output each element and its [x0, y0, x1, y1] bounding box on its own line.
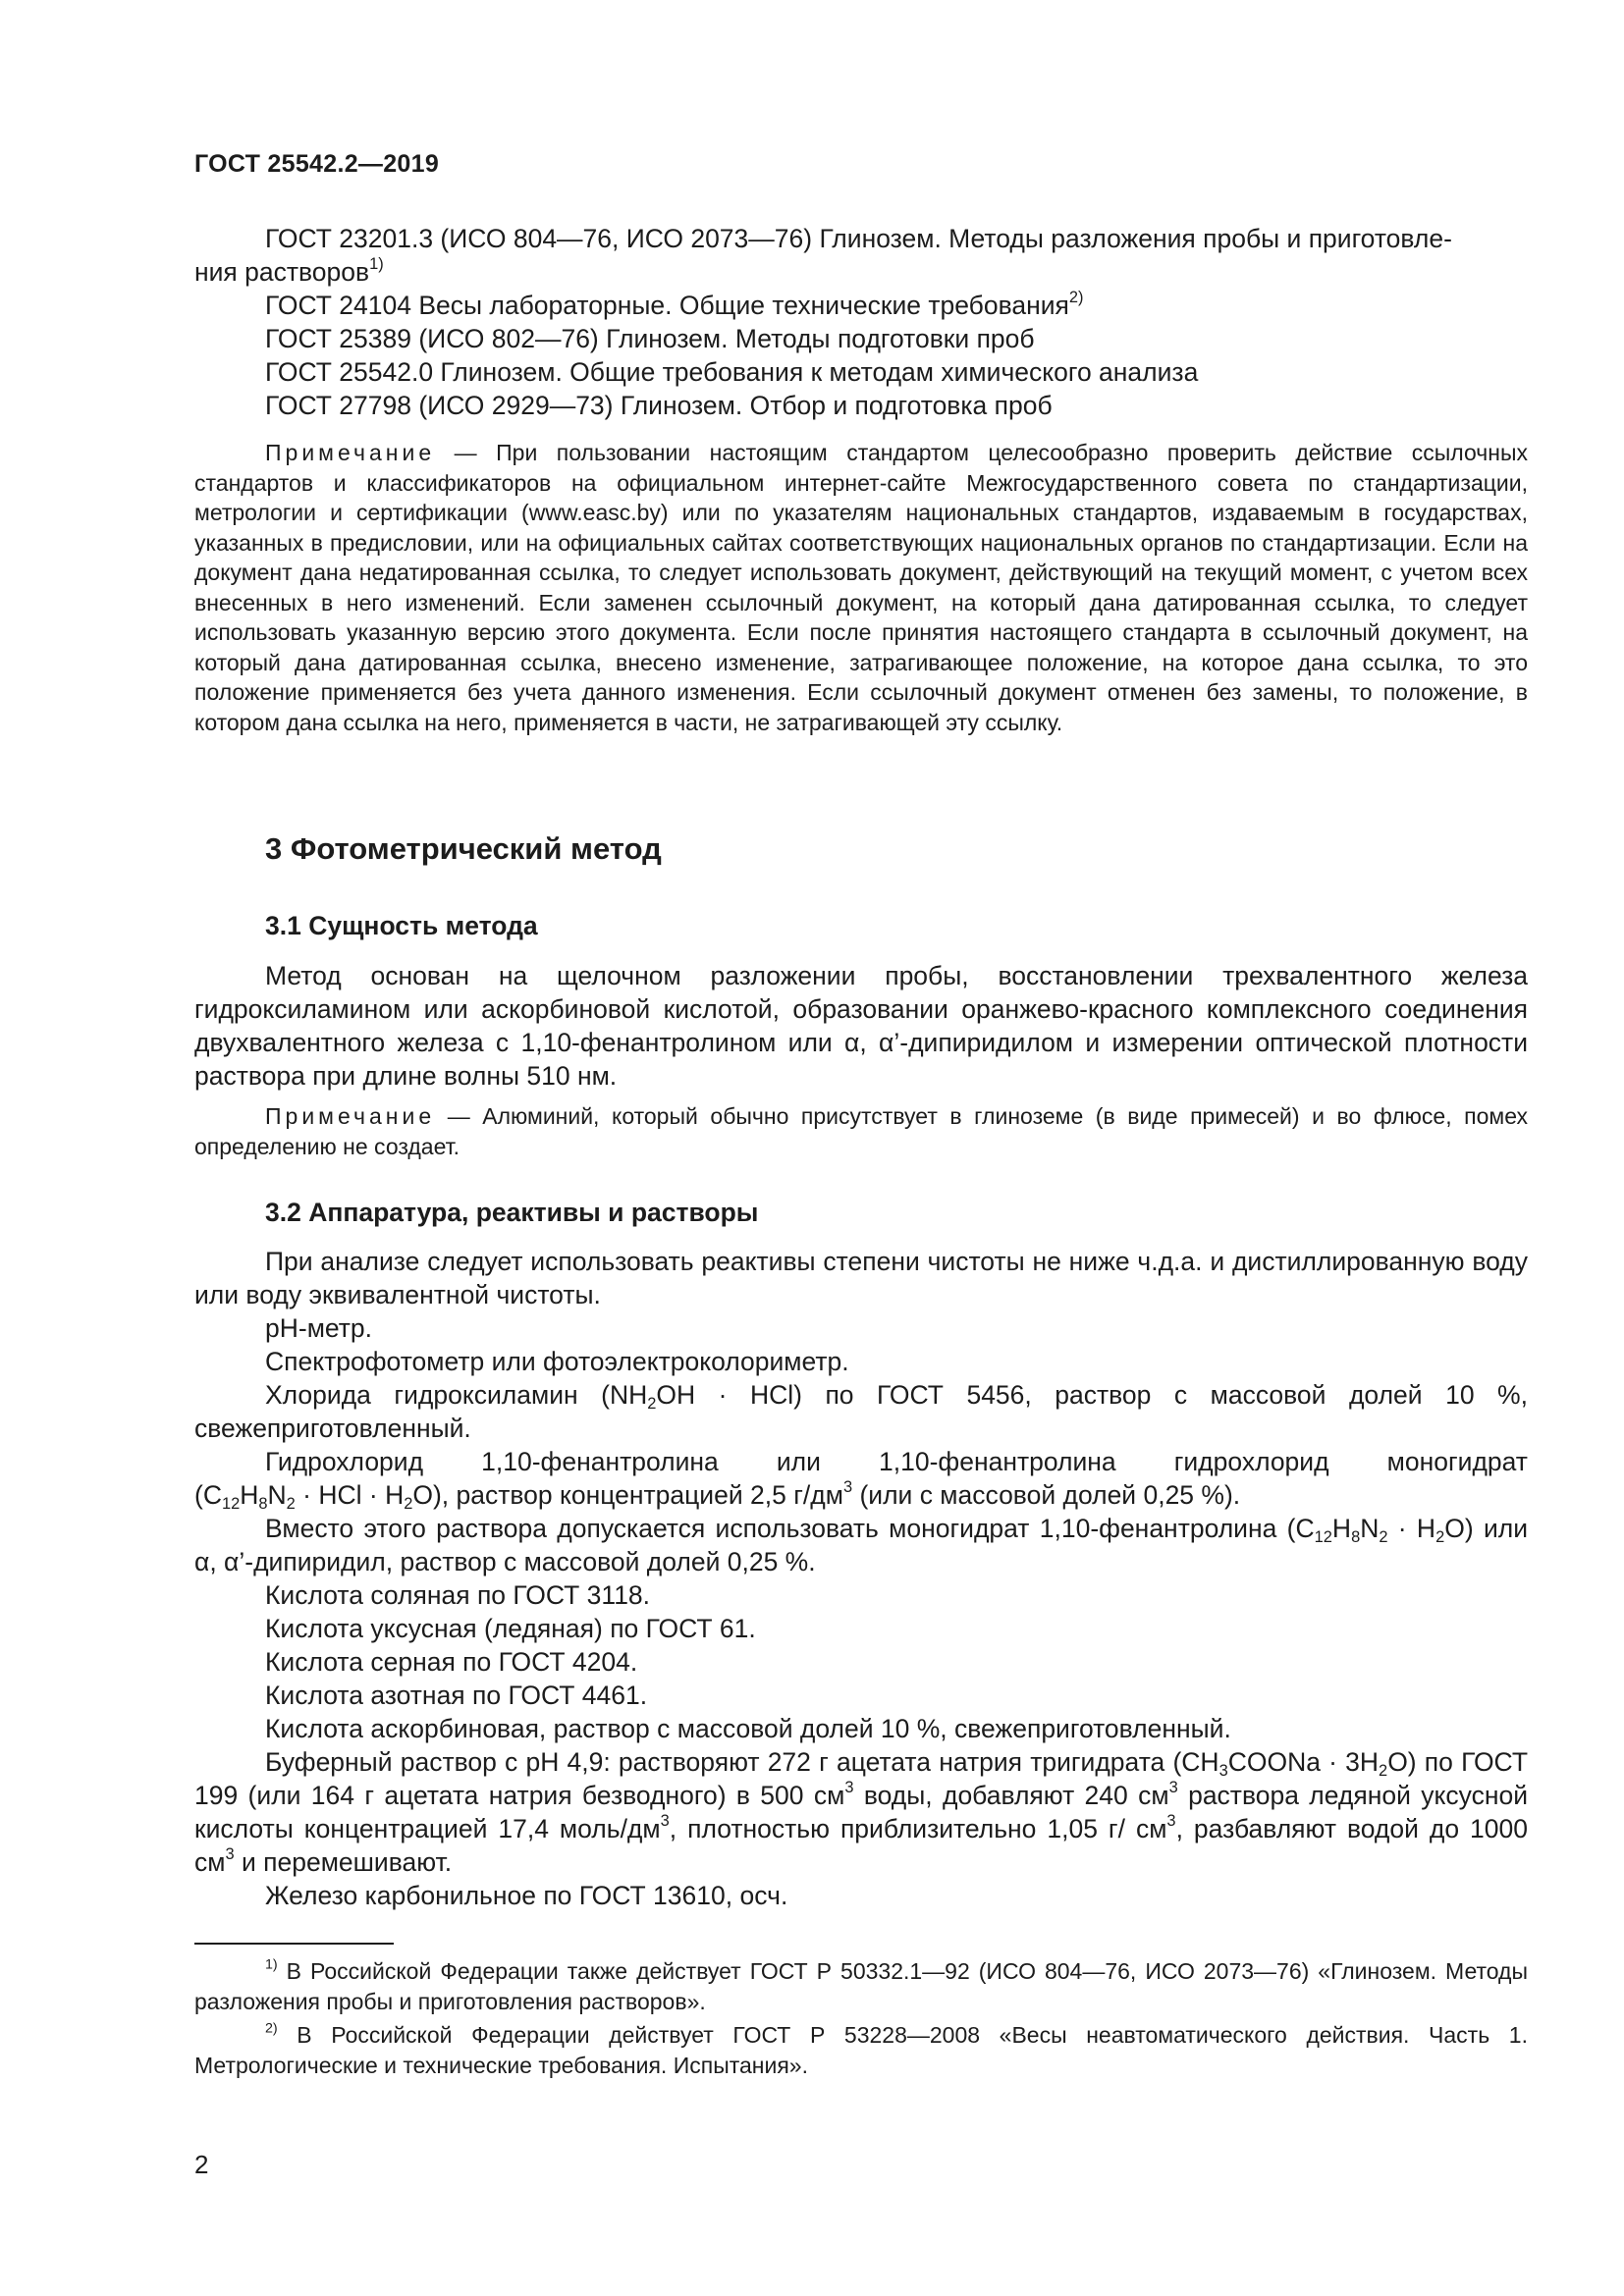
paragraph: рН-метр.: [265, 1313, 373, 1343]
footnote-ref: 2): [1068, 289, 1084, 307]
references-list: [194, 222, 1528, 422]
note-text: — При пользовании настоящим стандартом целесообразно проверить действие ссылочных стандартов и классификаторов на официальном интернет-сайте Межгосударственного совета по стандартизации, метрологии и сертификации (www.easc.by) или по указателям национальных стандартов, издаваемым в государствах, указанных в предисловии, или на официальных сайтах соответствующих национальных органов по стандартизации. Если на документ дана недатированная ссылка, то следует использовать документ, действующий на текущий момент, с учетом всех внесенных в него изменений. Если заменен ссылочный документ, на который дана датированная ссылка, то следует использовать указанную версию этого документа. Если после принятия настоящего стандарта в ссылочный документ, на который дана датированная ссылка, внесено изменение, затрагивающее положение, на которое дана ссылка, то это положение применяется без учета данного изменения. Если ссылочный документ отменен без замены, то положение, в котором дана ссылка на него, применяется в части, не затрагивающей эту ссылку.: [194, 440, 1528, 735]
footnotes: [194, 1956, 1528, 2080]
method-note: [194, 1101, 1528, 1161]
paragraph: ($C_{12}H_8N_2$ · HCl · $H_2O$), раствор концентрацией 2,5 $г/дм^3$ (или с массовой долей 0,25 %).: [194, 1478, 1241, 1513]
subsection-heading: 3.2 Аппаратура, реактивы и растворы: [265, 1198, 759, 1227]
document-code: ГОСТ 25542.2—2019: [194, 150, 440, 178]
reference-item-continuation: ния растворов$^{1)}$: [194, 255, 384, 287]
paragraph: Кислота аскорбиновая, раствор с массовой долей 10 %, свежеприготовленный.: [265, 1714, 1231, 1743]
paragraph: Спектрофотометр или фотоэлектроколориметр.: [265, 1347, 849, 1376]
paragraph: Железо карбонильное по ГОСТ 13610, осч.: [265, 1881, 788, 1910]
reference-item: ГОСТ 24104 Весы лабораторные. Общие технические требования$^{2)}$: [265, 289, 1084, 320]
paragraph: Метод основан на щелочном разложении пробы, восстановлении трехвалентного железа гидроксиламином или аскорбиновой кислотой, образовании оранжево-красного комплексного соединения двухвалентного железа с 1,10-фенантролином или α, α’-дипиридилом и измерении оптической плотности раствора при длине волны 510 нм.: [194, 961, 1528, 1091]
method-principle: [194, 959, 1528, 1093]
section-heading: 3 Фотометрический метод: [265, 831, 662, 866]
footnote-separator: [194, 1943, 394, 1945]
page-number: 2: [194, 2150, 209, 2179]
footnote-mark: 2): [265, 2020, 278, 2037]
paragraph: Кислота азотная по ГОСТ 4461.: [265, 1681, 648, 1710]
paragraph: Вместо этого раствора допускается использовать моногидрат 1,10-фенантролина $(C_{12}H_8N_2 \cdot H_2O)$ или α, α’-дипиридил, раствор с массовой долей 0,25 %.: [194, 1514, 1529, 1576]
paragraph-first-line: Гидрохлорид 1,10-фенантролина или 1,10-фенантролина гидрохлорид моногидрат: [265, 1447, 1528, 1476]
references-note: [194, 438, 1528, 737]
paragraph: Кислота серная по ГОСТ 4204.: [265, 1647, 638, 1677]
paragraph: Буферный раствор с рН 4,9: растворяют 272 г ацетата натрия тригидрата $(CH_3COONa \cdot 3H_2O)$ по ГОСТ 199 (или 164 г ацетата натрия безводного) в 500 $см^3$ воды, добавляют 240 $см^3$ раствора ледяной уксусной кислоты концентрацией 17,4 моль/$дм^3$, плотностью приблизительно 1,05 г/ $см^3$, разбавляют водой до 1000 $см^3$ и перемешивают.: [194, 1747, 1529, 1877]
note-label: Примечание: [265, 440, 436, 465]
reference-item: ГОСТ 25389 (ИСО 802—76) Глинозем. Методы подготовки проб: [265, 324, 1035, 353]
note-label: Примечание: [265, 1103, 436, 1129]
note-text: — Алюминий, который обычно присутствует в глиноземе (в виде примесей) и во флюсе, помех определению не создает.: [194, 1103, 1528, 1159]
reference-item: ГОСТ 23201.3 (ИСО 804—76, ИСО 2073—76) Глинозем. Методы разложения пробы и приготовле-: [265, 224, 1452, 253]
reference-item: ГОСТ 25542.0 Глинозем. Общие требования к методам химического анализа: [265, 357, 1199, 387]
paragraph: При анализе следует использовать реактивы степени чистоты не ниже ч.д.а. и дистиллированную воду или воду эквивалентной чистоты.: [194, 1247, 1528, 1309]
footnote-ref: 1): [369, 255, 384, 274]
footnote: $^{1)}$ В Российской Федерации также действует ГОСТ Р 50332.1—92 (ИСО 804—76, ИСО 2073—76) «Глинозем. Методы разложения пробы и приготовления растворов».: [194, 1956, 1528, 2014]
reference-item: ГОСТ 27798 (ИСО 2929—73) Глинозем. Отбор и подготовка проб: [265, 391, 1053, 420]
apparatus-list: [194, 1245, 1528, 1912]
footnote: $^{2)}$ В Российской Федерации действует ГОСТ Р 53228—2008 «Весы неавтоматического действия. Часть 1. Метрологические и технические требования. Испытания».: [194, 2020, 1528, 2078]
subsection-heading: 3.1 Сущность метода: [265, 911, 538, 940]
footnote-mark: 1): [265, 1956, 278, 1973]
paragraph: Хлорида гидроксиламин $(NH_2OH \cdot HCl)$ по ГОСТ 5456, раствор с массовой долей 10 %, свежеприготовленный.: [194, 1380, 1528, 1443]
paragraph: Кислота соляная по ГОСТ 3118.: [265, 1580, 651, 1610]
paragraph: Кислота уксусная (ледяная) по ГОСТ 61.: [265, 1614, 756, 1643]
